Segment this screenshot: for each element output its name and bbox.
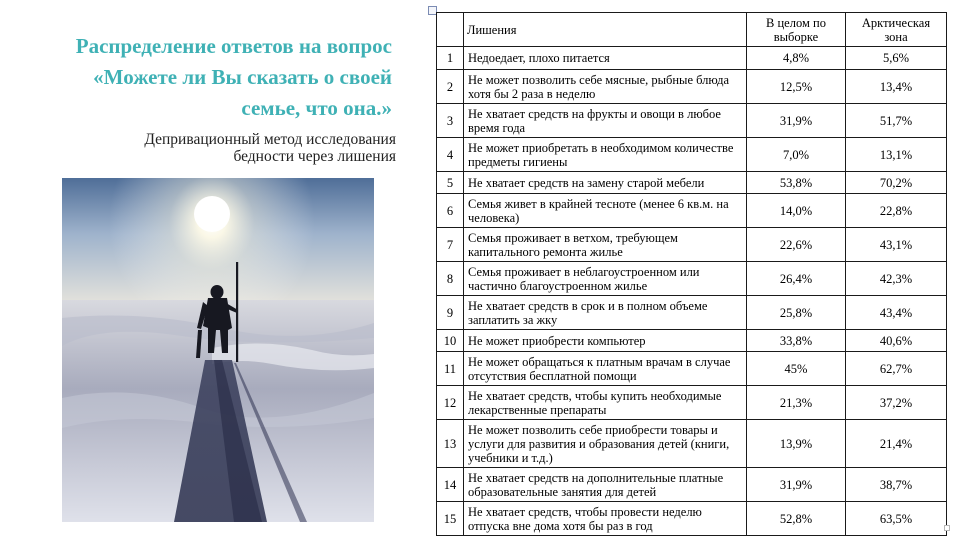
header-arctic-line-2: зона xyxy=(884,29,908,44)
row-number: 15 xyxy=(437,502,464,536)
header-arctic xyxy=(846,13,947,47)
row-number: 4 xyxy=(437,138,464,172)
row-text: Семья проживает в неблагоустроенном или частично благоустроенном жилье xyxy=(464,262,747,296)
table-row xyxy=(437,138,947,172)
row-text: Не может позволить себе мясные, рыбные блюда хотя бы 2 раза в неделю xyxy=(464,70,747,104)
row-sample-value: 21,3% xyxy=(747,386,846,420)
row-text: Недоедает, плохо питается xyxy=(464,47,747,70)
table-row xyxy=(437,352,947,386)
table-row xyxy=(437,420,947,468)
table-row xyxy=(437,468,947,502)
header-sample xyxy=(747,13,846,47)
table-resize-handle-icon[interactable] xyxy=(944,525,950,531)
row-number: 1 xyxy=(437,47,464,70)
row-number: 3 xyxy=(437,104,464,138)
row-arctic-value: 40,6% xyxy=(846,330,947,352)
tundra-photo xyxy=(62,178,374,522)
row-text: Не хватает средств на дополнительные платные образовательные занятия для детей xyxy=(464,468,747,502)
row-arctic-value: 21,4% xyxy=(846,420,947,468)
row-arctic-value: 70,2% xyxy=(846,172,947,194)
table-row xyxy=(437,296,947,330)
slide-title-line-3: семье, что она.» xyxy=(241,96,392,120)
row-arctic-value: 63,5% xyxy=(846,502,947,536)
row-number: 11 xyxy=(437,352,464,386)
row-text: Не хватает средств, чтобы купить необходимые лекарственные препараты xyxy=(464,386,747,420)
row-sample-value: 31,9% xyxy=(747,468,846,502)
row-text: Не хватает средств на замену старой мебели xyxy=(464,172,747,194)
row-arctic-value: 62,7% xyxy=(846,352,947,386)
table-row xyxy=(437,330,947,352)
row-text: Не может приобрести компьютер xyxy=(464,330,747,352)
table-header-row xyxy=(437,13,947,47)
row-arctic-value: 42,3% xyxy=(846,262,947,296)
table-row xyxy=(437,47,947,70)
row-sample-value: 31,9% xyxy=(747,104,846,138)
deprivation-table xyxy=(436,12,947,536)
deprivation-table-container xyxy=(436,12,946,533)
row-text: Не хватает средств, чтобы провести неделю отпуска вне дома хотя бы раз в год xyxy=(464,502,747,536)
row-sample-value: 26,4% xyxy=(747,262,846,296)
slide-subtitle xyxy=(60,131,396,165)
row-arctic-value: 43,4% xyxy=(846,296,947,330)
slide-title-line-1: Распределение ответов на вопрос xyxy=(75,34,392,58)
table-row xyxy=(437,104,947,138)
header-sample-line-2: выборке xyxy=(773,29,819,44)
row-text: Не хватает средств в срок и в полном объеме заплатить за жку xyxy=(464,296,747,330)
header-arctic-line-1: Арктическая xyxy=(861,15,931,30)
table-row xyxy=(437,228,947,262)
header-item: Лишения xyxy=(464,13,747,47)
row-number: 13 xyxy=(437,420,464,468)
row-number: 6 xyxy=(437,194,464,228)
row-sample-value: 45% xyxy=(747,352,846,386)
row-arctic-value: 38,7% xyxy=(846,468,947,502)
row-sample-value: 53,8% xyxy=(747,172,846,194)
row-text: Не может приобретать в необходимом количестве предметы гигиены xyxy=(464,138,747,172)
row-sample-value: 14,0% xyxy=(747,194,846,228)
header-sample-line-1: В целом по xyxy=(766,15,826,30)
row-number: 2 xyxy=(437,70,464,104)
table-row xyxy=(437,502,947,536)
slide-title-line-2: «Можете ли Вы сказать о своей xyxy=(93,65,392,89)
row-arctic-value: 13,1% xyxy=(846,138,947,172)
table-row xyxy=(437,386,947,420)
slide-title xyxy=(18,31,392,124)
row-text: Не может позволить себе приобрести товары и услуги для развития и образования детей (книги, учебники и т.д.) xyxy=(464,420,747,468)
slide-subtitle-line-2: бедности через лишения xyxy=(233,148,396,165)
row-number: 10 xyxy=(437,330,464,352)
row-number: 14 xyxy=(437,468,464,502)
table-row xyxy=(437,172,947,194)
row-text: Не хватает средств на фрукты и овощи в любое время года xyxy=(464,104,747,138)
row-sample-value: 7,0% xyxy=(747,138,846,172)
row-sample-value: 22,6% xyxy=(747,228,846,262)
row-number: 5 xyxy=(437,172,464,194)
row-sample-value: 12,5% xyxy=(747,70,846,104)
row-arctic-value: 5,6% xyxy=(846,47,947,70)
row-sample-value: 4,8% xyxy=(747,47,846,70)
row-arctic-value: 37,2% xyxy=(846,386,947,420)
row-sample-value: 52,8% xyxy=(747,502,846,536)
slide-subtitle-line-1: Депривационный метод исследования xyxy=(144,131,396,148)
row-arctic-value: 13,4% xyxy=(846,70,947,104)
row-sample-value: 25,8% xyxy=(747,296,846,330)
table-row xyxy=(437,194,947,228)
row-number: 7 xyxy=(437,228,464,262)
row-number: 9 xyxy=(437,296,464,330)
row-arctic-value: 22,8% xyxy=(846,194,947,228)
row-arctic-value: 43,1% xyxy=(846,228,947,262)
row-sample-value: 33,8% xyxy=(747,330,846,352)
row-arctic-value: 51,7% xyxy=(846,104,947,138)
row-text: Семья живет в крайней тесноте (менее 6 кв.м. на человека) xyxy=(464,194,747,228)
row-number: 8 xyxy=(437,262,464,296)
row-sample-value: 13,9% xyxy=(747,420,846,468)
row-text: Семья проживает в ветхом, требующем капитального ремонта жилье xyxy=(464,228,747,262)
header-number xyxy=(437,13,464,47)
table-row xyxy=(437,262,947,296)
row-text: Не может обращаться к платным врачам в случае отсутствия бесплатной помощи xyxy=(464,352,747,386)
table-row xyxy=(437,70,947,104)
row-number: 12 xyxy=(437,386,464,420)
